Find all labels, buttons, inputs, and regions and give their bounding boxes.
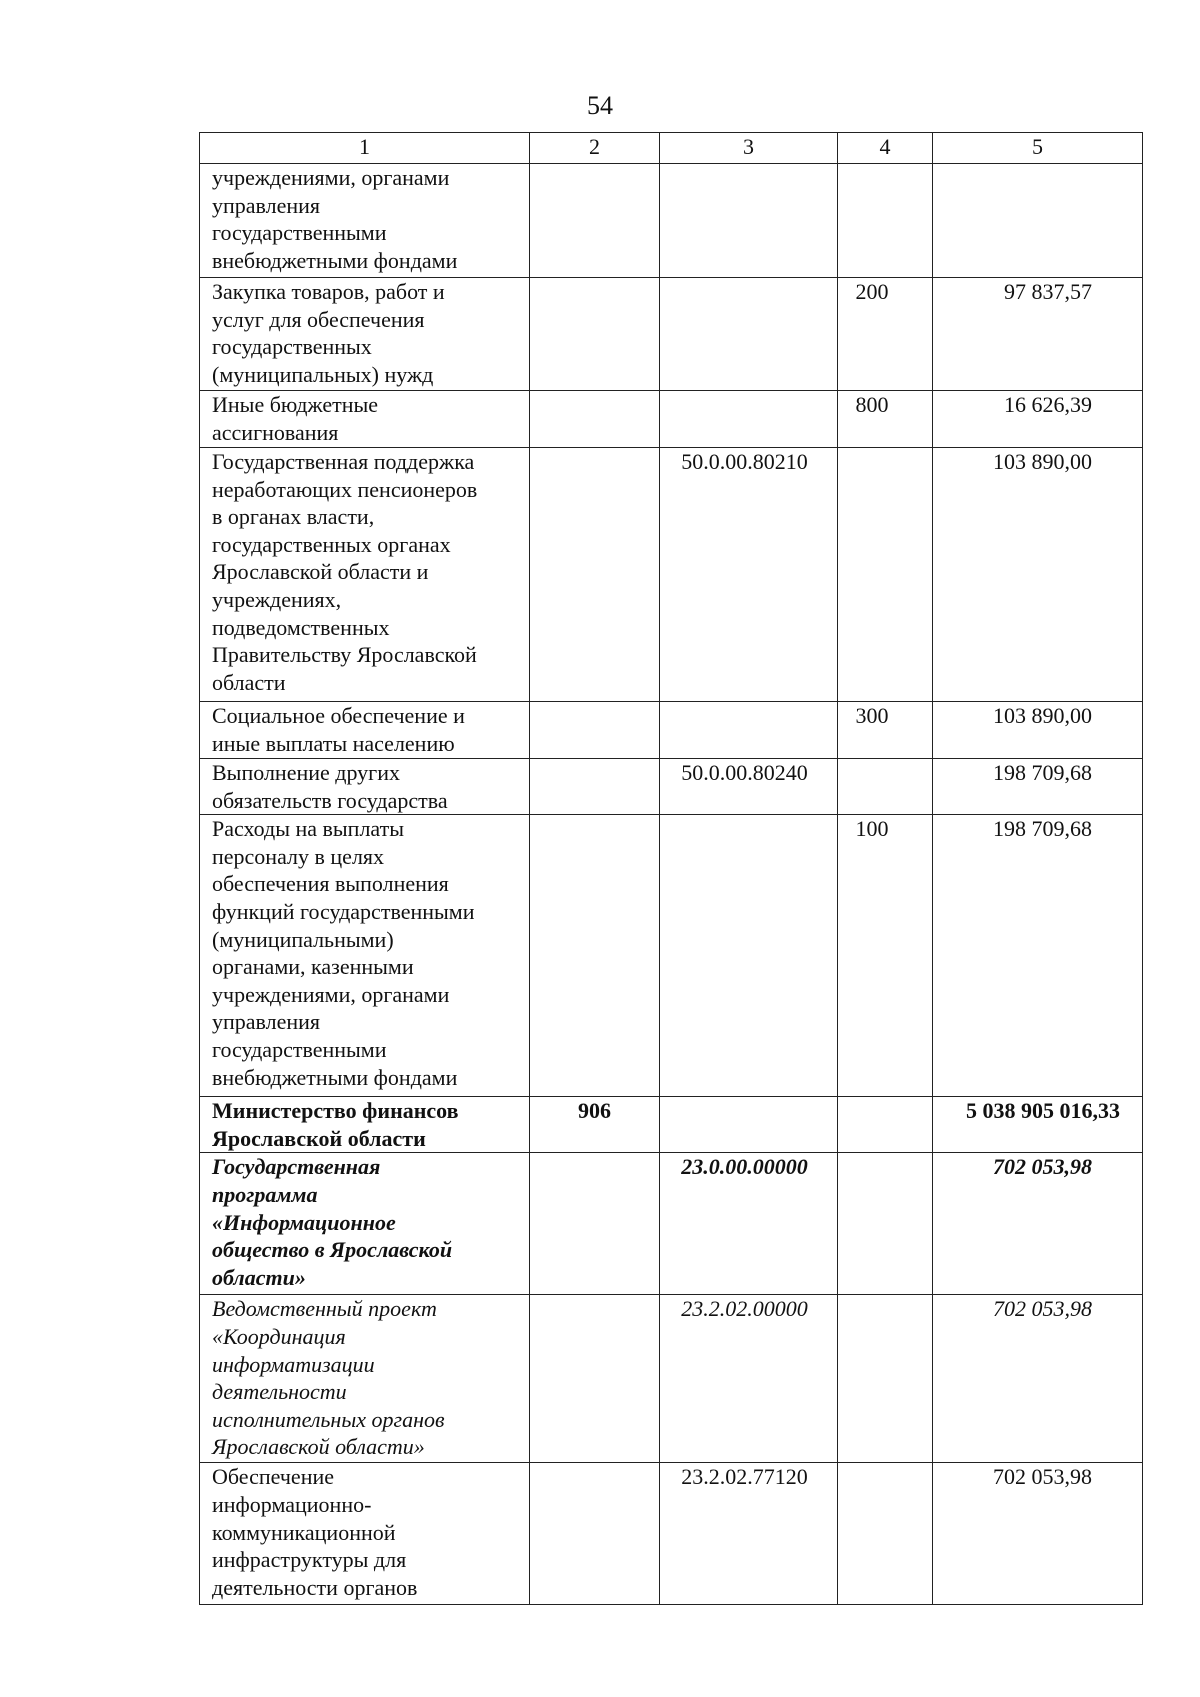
page-number: 54: [587, 91, 613, 120]
row-expense-type: 100: [838, 815, 933, 1097]
row-name: учреждениями, органами управления государственными внебюджетными фондами: [200, 164, 530, 278]
row-name: Социальное обеспечение и иные выплаты населению: [200, 702, 530, 759]
row-name: Закупка товаров, работ и услуг для обеспечения государственных (муниципальных) нужд: [200, 278, 530, 391]
row-target-article: 23.0.00.00000: [660, 1153, 838, 1295]
row-target-article: [660, 1097, 838, 1153]
header-col-5: 5: [933, 133, 1143, 164]
row-target-article: 23.2.02.77120: [660, 1463, 838, 1605]
header-col-4: 4: [838, 133, 933, 164]
row-amount: 103 890,00: [933, 448, 1143, 702]
table-row: [200, 278, 1143, 391]
row-department-code: [530, 702, 660, 759]
table-row: [200, 448, 1143, 702]
row-department-code: [530, 164, 660, 278]
header-col-2: 2: [530, 133, 660, 164]
row-target-article: [660, 391, 838, 448]
row-department-code: [530, 1463, 660, 1605]
row-expense-type: [838, 1153, 933, 1295]
row-expense-type: [838, 1295, 933, 1463]
row-name: Ведомственный проект «Координация информатизации деятельности исполнительных органов Ярославской области»: [200, 1295, 530, 1463]
row-target-article: [660, 815, 838, 1097]
row-expense-type: [838, 164, 933, 278]
row-department-code: [530, 391, 660, 448]
row-department-code: [530, 815, 660, 1097]
row-expense-type: 300: [838, 702, 933, 759]
row-amount: 103 890,00: [933, 702, 1143, 759]
row-expense-type: 200: [838, 278, 933, 391]
row-expense-type: [838, 759, 933, 815]
row-expense-type: 800: [838, 391, 933, 448]
row-department-code: [530, 759, 660, 815]
row-target-article: 50.0.00.80210: [660, 448, 838, 702]
row-department-code: [530, 1295, 660, 1463]
table-row: [200, 164, 1143, 278]
row-amount: [933, 164, 1143, 278]
header-row: [200, 133, 1143, 164]
table-row: [200, 759, 1143, 815]
row-amount: 702 053,98: [933, 1463, 1143, 1605]
row-name: Обеспечение информационно- коммуникационной инфраструктуры для деятельности органов: [200, 1463, 530, 1605]
table-row: [200, 1097, 1143, 1153]
row-expense-type: [838, 1097, 933, 1153]
row-target-article: 23.2.02.00000: [660, 1295, 838, 1463]
row-department-code: [530, 278, 660, 391]
row-department-code: [530, 1153, 660, 1295]
row-name: Расходы на выплаты персоналу в целях обеспечения выполнения функций государственными (муниципальными) органами, казенными учреждениями, органами управления государственными внебюджетными фондами: [200, 815, 530, 1097]
table-row: [200, 1153, 1143, 1295]
row-amount: 5 038 905 016,33: [933, 1097, 1143, 1153]
row-name: Выполнение других обязательств государства: [200, 759, 530, 815]
table-row: [200, 1463, 1143, 1605]
table-row: [200, 815, 1143, 1097]
header-col-3: 3: [660, 133, 838, 164]
row-target-article: [660, 702, 838, 759]
table-row: [200, 391, 1143, 448]
row-expense-type: [838, 1463, 933, 1605]
table-row: [200, 702, 1143, 759]
row-target-article: [660, 278, 838, 391]
budget-table: [199, 132, 1143, 1605]
row-name: Иные бюджетные ассигнования: [200, 391, 530, 448]
row-target-article: [660, 164, 838, 278]
row-name: Государственная программа «Информационное общество в Ярославской области»: [200, 1153, 530, 1295]
row-expense-type: [838, 448, 933, 702]
row-amount: 198 709,68: [933, 815, 1143, 1097]
row-target-article: 50.0.00.80240: [660, 759, 838, 815]
row-amount: 16 626,39: [933, 391, 1143, 448]
row-amount: 702 053,98: [933, 1153, 1143, 1295]
row-name: Министерство финансов Ярославской области: [200, 1097, 530, 1153]
row-amount: 702 053,98: [933, 1295, 1143, 1463]
row-amount: 198 709,68: [933, 759, 1143, 815]
row-department-code: 906: [530, 1097, 660, 1153]
row-department-code: [530, 448, 660, 702]
row-amount: 97 837,57: [933, 278, 1143, 391]
table-row: [200, 1295, 1143, 1463]
row-name: Государственная поддержка неработающих пенсионеров в органах власти, государственных органах Ярославской области и учреждениях, подведомственных Правительству Ярославской области: [200, 448, 530, 702]
header-col-1: 1: [200, 133, 530, 164]
